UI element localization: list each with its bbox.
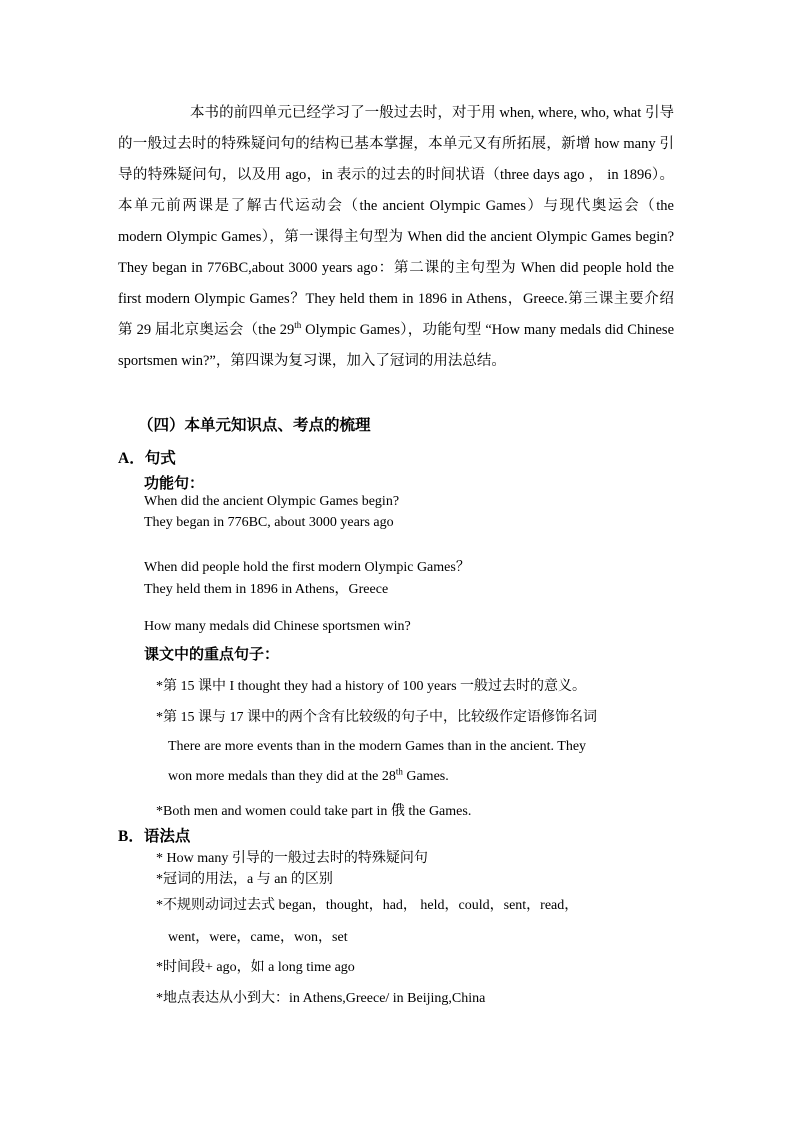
intro-superscript: th (294, 320, 302, 331)
functional-sentence: When did the ancient Olympic Games begin? (144, 494, 400, 509)
functional-sentence: How many medals did Chinese sportsmen win? (144, 619, 411, 634)
grammar-point: * How many 引导的一般过去时的特殊疑问句 (156, 851, 428, 866)
functional-sentence: When did people hold the first modern Olympic Games？ (144, 560, 470, 575)
key-4-text: won more medals than they did at the 28 (168, 769, 396, 784)
functional-sentence: They began in 776BC, about 3000 years ago (144, 515, 394, 530)
grammar-point: *冠词的用法，a 与 an 的区别 (156, 872, 333, 887)
intro-text-tail: Olympic Games），功能句型 “How many medals did Chinese sportsmen win?”，第四课为复习课，加入了冠词的用法总结。 (118, 322, 674, 369)
key-sentence-example (168, 766, 449, 785)
key-sentence: *第 15 课中 I thought they had a history of 100 years 一般过去时的意义。 (156, 679, 587, 694)
section-title: （四）本单元知识点、考点的梳理 (138, 417, 371, 434)
key-sentence: *Both men and women could take part in 俄 the Games. (156, 804, 472, 819)
grammar-point: *不规则动词过去式 began，thought，had， held，could，sent，read， (156, 898, 579, 913)
key-sentences-label: 课文中的重点句子： (144, 647, 280, 663)
intro-text: 本书的前四单元已经学习了一般过去时，对于用 when, where, who, what 引导的一般过去时的特殊疑问句的结构已基本掌握，本单元又有所拓展，新增 how many 引导的特殊疑问句，以及用 ago，in 表示的过去的时间状语（three days ago ， in 1896）。本单元前两课是了解古代运动会（the ancient Olympic Games）与现代奥运会（the modern Olympic Games），第一课得主句型为 When did the ancient Olympic Games begin? They began in 776BC,about 3000 years ago：第二课的主句型为 When did people hold the first modern Olympic Games？They held them in 1896 in Athens，Greece.第三课主要介绍第 29 届北京奥运会（the 29 (118, 105, 674, 338)
functional-sentences-label: 功能句： (144, 476, 205, 492)
grammar-point: *地点表达从小到大：in Athens,Greece/ in Beijing,China (156, 991, 486, 1006)
part-a-title: A．句式 (118, 450, 176, 467)
key-sentence-example: There are more events than in the modern Games than in the ancient. They (168, 739, 587, 754)
functional-sentence: They held them in 1896 in Athens，Greece (144, 582, 389, 597)
key-4-tail: Games. (402, 769, 449, 784)
grammar-point: *时间段+ ago，如 a long time ago (156, 960, 355, 975)
grammar-point-continued: went，were，came，won，set (168, 930, 348, 945)
key-sentence: *第 15 课与 17 课中的两个含有比较级的句子中，比较级作定语修饰名词 (156, 710, 597, 725)
part-b-title: B．语法点 (118, 828, 191, 845)
key-4-superscript: th (395, 766, 403, 777)
intro-paragraph (118, 98, 674, 377)
